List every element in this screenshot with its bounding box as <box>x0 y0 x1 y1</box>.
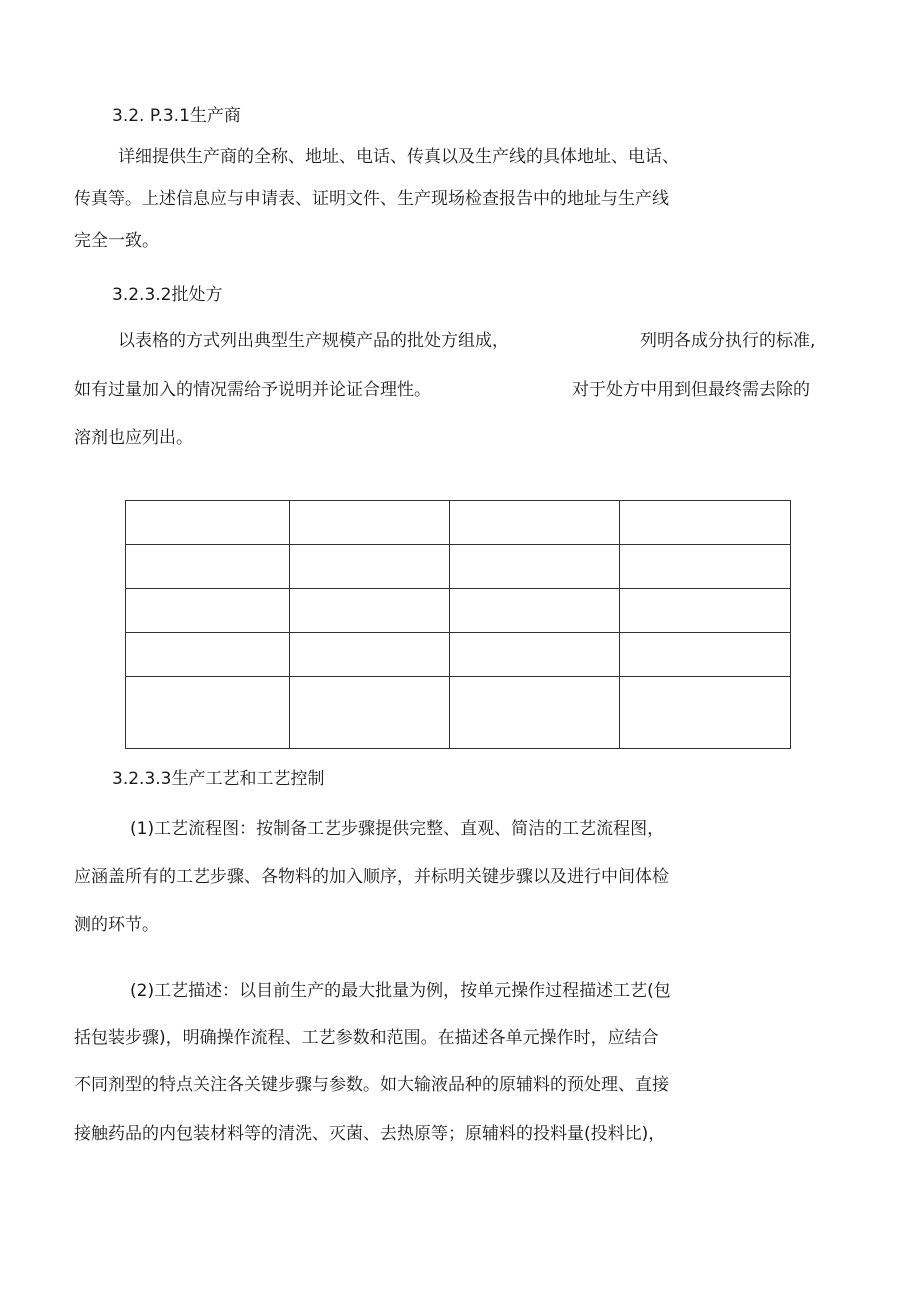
table-cell <box>620 677 791 749</box>
paragraph-line: (1)工艺流程图：按制备工艺步骤提供完整、直观、简洁的工艺流程图， <box>130 819 665 839</box>
header-standard <box>620 501 791 545</box>
paragraph-line: 接触药品的内包装材料等的清洗、灭菌、去热原等；原辅料的投料量(投料比)， <box>74 1124 666 1144</box>
batch-formula-table <box>125 500 791 749</box>
header-mt <box>290 501 450 545</box>
table-cell <box>290 633 450 677</box>
table-cell <box>450 589 620 633</box>
paragraph-line: 测的环节。 <box>74 915 159 935</box>
table-row <box>126 545 791 589</box>
solvent-row-label <box>126 677 289 683</box>
table-cell <box>290 545 450 589</box>
paragraph-line: 如有过量加入的情况需给予说明并论证合理性。 <box>74 380 431 400</box>
table-cell <box>290 677 450 749</box>
table-cell <box>620 545 791 589</box>
table-cell <box>126 545 290 589</box>
table-row <box>126 633 791 677</box>
paragraph-line: (2)工艺描述：以目前生产的最大批量为例，按单元操作过程描述工艺(包 <box>130 981 671 1001</box>
table-cell <box>450 633 620 677</box>
table-cell <box>620 589 791 633</box>
paragraph-line: 对于处方中用到但最终需去除的 <box>572 380 810 400</box>
table-cell <box>126 633 290 677</box>
paragraph-line: 列明各成分执行的标准, <box>640 331 816 351</box>
paragraph-line: 应涵盖所有的工艺步骤、各物料的加入顺序，并标明关键步骤以及进行中间体检 <box>74 867 669 887</box>
header-ingredient <box>126 501 290 545</box>
paragraph-line: 详细提供生产商的全称、地址、电话、传真以及生产线的具体地址、电话、 <box>118 147 679 167</box>
table-cell <box>450 545 620 589</box>
table-header-row <box>126 501 791 545</box>
section-heading-3233: 3.2.3.3生产工艺和工艺控制 <box>112 769 325 789</box>
table-cell <box>450 677 620 749</box>
table-cell <box>126 589 290 633</box>
table-cell <box>126 677 290 749</box>
paragraph-line: 完全一致。 <box>74 231 159 251</box>
table-cell <box>290 589 450 633</box>
table-row <box>126 589 791 633</box>
paragraph-line: 不同剂型的特点关注各关键步骤与参数。如大输液品种的原辅料的预处理、直接 <box>74 1075 669 1095</box>
section-heading-p31: 3.2. P.3.1生产商 <box>112 106 241 126</box>
paragraph-line: 溶剂也应列出。 <box>74 428 193 448</box>
paragraph-line: 以表格的方式列出典型生产规模产品的批处方组成， <box>118 331 509 351</box>
table-cell <box>620 633 791 677</box>
header-overage <box>450 501 620 545</box>
paragraph-line: 括包装步骤)，明确操作流程、工艺参数和范围。在描述各单元操作时，应结合 <box>74 1028 659 1048</box>
table-row-solvent <box>126 677 791 749</box>
section-heading-3232: 3.2.3.2批处方 <box>112 285 223 305</box>
paragraph-line: 传真等。上述信息应与申请表、证明文件、生产现场检查报告中的地址与生产线 <box>74 189 669 209</box>
